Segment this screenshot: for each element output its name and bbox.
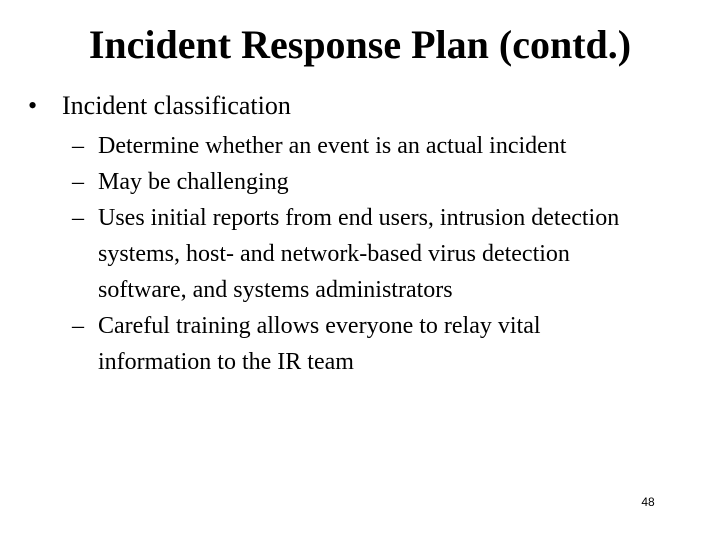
sub-bullet-text: Careful training allows everyone to relay vital information to the IR team xyxy=(98,313,541,375)
bullet-text: Incident classification xyxy=(62,91,291,120)
sub-bullet-text: Uses initial reports from end users, intrusion detection systems, host- and network-based virus detection software, and systems administrators xyxy=(98,205,620,303)
sub-bullet-text: May be challenging xyxy=(98,169,289,195)
dash-icon: – xyxy=(72,205,84,231)
sub-bullet-list xyxy=(28,128,688,380)
sub-bullet-item xyxy=(28,128,658,164)
dash-icon: – xyxy=(72,313,84,339)
dash-icon: – xyxy=(72,133,84,159)
sub-bullet-text: Determine whether an event is an actual incident xyxy=(98,133,567,159)
sub-bullet-item xyxy=(28,164,658,200)
sub-bullet-item xyxy=(28,308,658,380)
dash-icon: – xyxy=(72,169,84,195)
bullet-list xyxy=(28,88,688,380)
slide-title: Incident Response Plan (contd.) xyxy=(88,22,632,67)
sub-bullet-item xyxy=(28,200,658,308)
sub-bullet-group xyxy=(28,128,688,380)
bullet-dot-icon: • xyxy=(28,91,38,120)
bullet-item xyxy=(28,88,688,124)
page-number: 48 xyxy=(641,495,655,509)
